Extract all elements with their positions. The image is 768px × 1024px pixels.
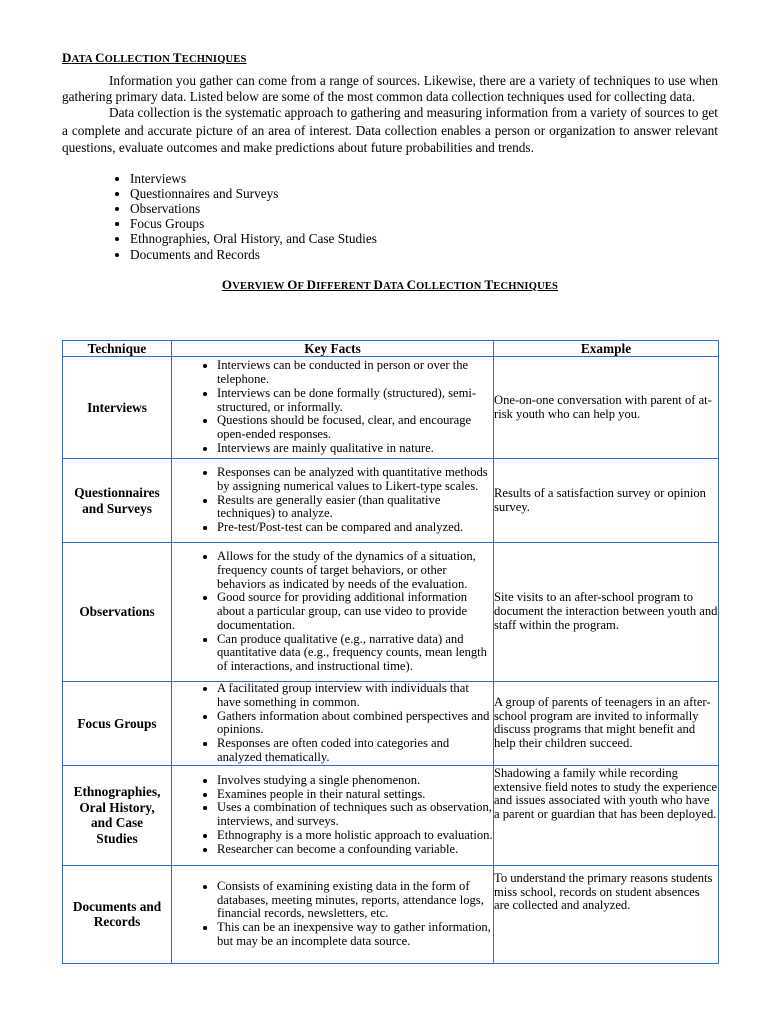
fact-item: • Interviews can be conducted in person or over the telephone. bbox=[217, 359, 493, 387]
table-row bbox=[63, 765, 719, 865]
fact-item: • Researcher can become a confounding variable. bbox=[217, 843, 493, 857]
fact-item: • Ethnography is a more holistic approach to evaluation. bbox=[217, 829, 493, 843]
fact-item: • Involves studying a single phenomenon. bbox=[217, 774, 493, 788]
example-cell: Results of a satisfaction survey or opinion survey. bbox=[494, 459, 719, 543]
fact-item: • Consists of examining existing data in the form of databases, meeting minutes, reports, attendance logs, financial records, newsletters, etc. bbox=[217, 880, 493, 921]
fact-item: • Examines people in their natural settings. bbox=[217, 788, 493, 802]
fact-item: • Uses a combination of techniques such as observation, interviews, and surveys. bbox=[217, 801, 493, 829]
table-row bbox=[63, 459, 719, 543]
fact-item: • Can produce qualitative (e.g., narrative data) and quantitative data (e.g., frequency counts, mean length of interactions, and instructional time). bbox=[217, 633, 493, 674]
fact-item: • Responses can be analyzed with quantitative methods by assigning numerical values to Likert-type scales. bbox=[217, 466, 493, 494]
technique-cell: Questionnaires and Surveys bbox=[63, 459, 172, 543]
example-cell: Shadowing a family while recording extensive field notes to study the experience and issues associated with youth who have a parent or guardian that has been deployed. bbox=[494, 765, 719, 865]
list-item: • Documents and Records bbox=[130, 247, 718, 262]
example-cell: To understand the primary reasons students miss school, records on student absences are collected and analyzed. bbox=[494, 865, 719, 963]
list-item: • Observations bbox=[130, 201, 718, 216]
technique-cell: Interviews bbox=[63, 357, 172, 459]
fact-item: • A facilitated group interview with individuals that have something in common. bbox=[217, 682, 493, 710]
example-cell: A group of parents of teenagers in an after-school program are invited to informally discuss programs that might benefit and help their children succeed. bbox=[494, 682, 719, 766]
fact-item: • Results are generally easier (than qualitative techniques) to analyze. bbox=[217, 494, 493, 522]
fact-item: • Interviews are mainly qualitative in nature. bbox=[217, 442, 493, 456]
list-item: • Ethnographies, Oral History, and Case Studies bbox=[130, 231, 718, 246]
key-facts-cell bbox=[172, 543, 494, 682]
key-facts-cell bbox=[172, 865, 494, 963]
fact-item: • Good source for providing additional information about a particular group, can use video to provide documentation. bbox=[217, 591, 493, 632]
document-heading: DATA COLLECTION TECHNIQUES bbox=[62, 50, 247, 65]
key-facts-cell bbox=[172, 765, 494, 865]
definition-paragraph: Data collection is the systematic approach to gathering and measuring information from a variety of sources to get a complete and accurate picture of an area of interest. Data collection enables a person or organization to answer relevant questions, evaluate outcomes and make predictions about future probabilities and trends. bbox=[62, 105, 718, 155]
fact-item: • This can be an inexpensive way to gather information, but may be an incomplete data source. bbox=[217, 921, 493, 949]
fact-item: • Questions should be focused, clear, and encourage open-ended responses. bbox=[217, 414, 493, 442]
list-item: • Interviews bbox=[130, 171, 718, 186]
technique-cell: Focus Groups bbox=[63, 682, 172, 766]
table-row bbox=[63, 682, 719, 766]
techniques-bullet-list bbox=[62, 171, 718, 262]
techniques-overview-table bbox=[62, 340, 719, 964]
column-header-key-facts: Key Facts bbox=[172, 341, 494, 357]
fact-item: • Interviews can be done formally (structured), semi-structured, or informally. bbox=[217, 387, 493, 415]
table-row bbox=[63, 543, 719, 682]
column-header-technique: Technique bbox=[63, 341, 172, 357]
table-heading: OVERVIEW OF DIFFERENT DATA COLLECTION TECHNIQUES bbox=[221, 276, 559, 292]
key-facts-cell bbox=[172, 682, 494, 766]
technique-cell: Documents and Records bbox=[63, 865, 172, 963]
document-page bbox=[62, 50, 718, 948]
intro-paragraph: Information you gather can come from a range of sources. Likewise, there are a variety of techniques to use when gathering primary data. Listed below are some of the most common data collection techniques used for collecting data. bbox=[62, 73, 718, 104]
table-row bbox=[63, 357, 719, 459]
fact-item: • Gathers information about combined perspectives and opinions. bbox=[217, 710, 493, 738]
example-cell: Site visits to an after-school program to document the interaction between youth and staff within the program. bbox=[494, 543, 719, 682]
fact-item: • Responses are often coded into categories and analyzed thematically. bbox=[217, 737, 493, 765]
key-facts-cell bbox=[172, 357, 494, 459]
fact-item: • Allows for the study of the dynamics of a situation, frequency counts of target behaviors, or other behaviors as indicated by needs of the evaluation. bbox=[217, 550, 493, 591]
table-header-row bbox=[63, 341, 719, 357]
technique-cell: Ethnographies, Oral History, and Case Studies bbox=[63, 765, 172, 865]
column-header-example: Example bbox=[494, 341, 719, 357]
technique-cell: Observations bbox=[63, 543, 172, 682]
fact-item: • Pre-test/Post-test can be compared and analyzed. bbox=[217, 521, 493, 535]
key-facts-cell bbox=[172, 459, 494, 543]
table-row bbox=[63, 865, 719, 963]
example-cell: One-on-one conversation with parent of at-risk youth who can help you. bbox=[494, 357, 719, 459]
list-item: • Focus Groups bbox=[130, 216, 718, 231]
list-item: • Questionnaires and Surveys bbox=[130, 186, 718, 201]
